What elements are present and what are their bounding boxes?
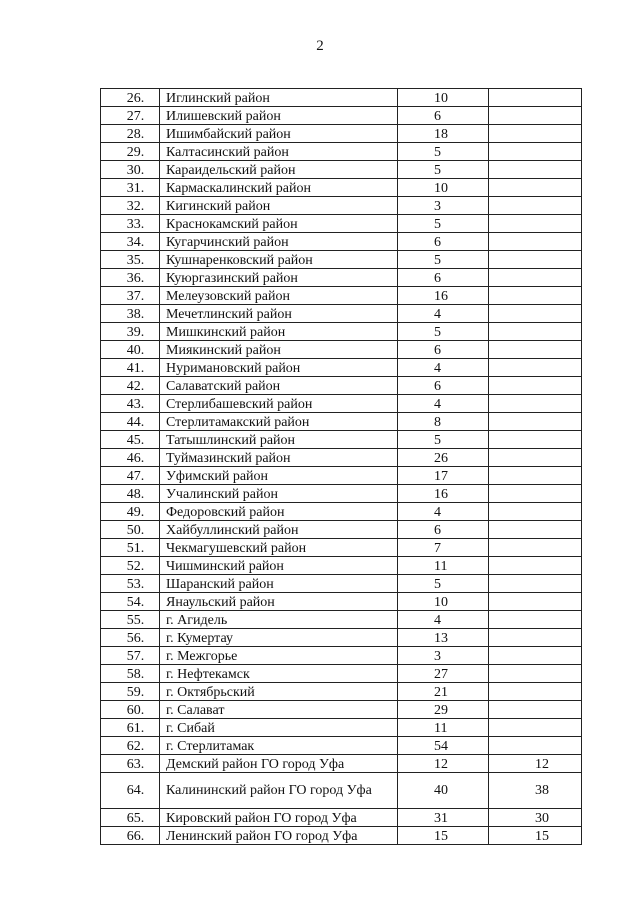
- value-secondary: [489, 593, 582, 611]
- value-primary: 15: [398, 827, 489, 845]
- row-number: 32.: [101, 197, 160, 215]
- district-name: Ленинский район ГО город Уфа: [160, 827, 398, 845]
- table-row: [101, 773, 582, 809]
- table-row: [101, 107, 582, 125]
- table-row: [101, 611, 582, 629]
- table-row: [101, 215, 582, 233]
- value-secondary: [489, 683, 582, 701]
- table-row: [101, 269, 582, 287]
- value-secondary: [489, 521, 582, 539]
- row-number: 61.: [101, 719, 160, 737]
- district-name: Иглинский район: [160, 89, 398, 107]
- row-number: 54.: [101, 593, 160, 611]
- district-name: Демский район ГО город Уфа: [160, 755, 398, 773]
- value-primary: 6: [398, 233, 489, 251]
- district-name: г. Стерлитамак: [160, 737, 398, 755]
- table-row: [101, 341, 582, 359]
- row-number: 41.: [101, 359, 160, 377]
- value-primary: 6: [398, 377, 489, 395]
- value-primary: 6: [398, 107, 489, 125]
- table-row: [101, 323, 582, 341]
- value-primary: 10: [398, 179, 489, 197]
- row-number: 35.: [101, 251, 160, 269]
- district-name: г. Салават: [160, 701, 398, 719]
- row-number: 56.: [101, 629, 160, 647]
- row-number: 38.: [101, 305, 160, 323]
- row-number: 65.: [101, 809, 160, 827]
- district-name: Учалинский район: [160, 485, 398, 503]
- district-name: Шаранский район: [160, 575, 398, 593]
- table-row: [101, 233, 582, 251]
- value-secondary: [489, 449, 582, 467]
- value-primary: 29: [398, 701, 489, 719]
- table-body: [101, 89, 582, 845]
- row-number: 36.: [101, 269, 160, 287]
- district-name: Хайбуллинский район: [160, 521, 398, 539]
- value-primary: 10: [398, 89, 489, 107]
- table-row: [101, 89, 582, 107]
- value-secondary: [489, 431, 582, 449]
- row-number: 55.: [101, 611, 160, 629]
- row-number: 44.: [101, 413, 160, 431]
- value-primary: 4: [398, 503, 489, 521]
- value-secondary: [489, 377, 582, 395]
- value-secondary: [489, 179, 582, 197]
- district-name: Салаватский район: [160, 377, 398, 395]
- value-primary: 6: [398, 521, 489, 539]
- row-number: 49.: [101, 503, 160, 521]
- value-primary: 16: [398, 485, 489, 503]
- value-primary: 3: [398, 197, 489, 215]
- table-row: [101, 287, 582, 305]
- district-name: Нуримановский район: [160, 359, 398, 377]
- row-number: 52.: [101, 557, 160, 575]
- value-primary: 4: [398, 305, 489, 323]
- value-primary: 54: [398, 737, 489, 755]
- value-primary: 11: [398, 557, 489, 575]
- table-row: [101, 701, 582, 719]
- row-number: 62.: [101, 737, 160, 755]
- row-number: 53.: [101, 575, 160, 593]
- value-secondary: [489, 395, 582, 413]
- value-primary: 10: [398, 593, 489, 611]
- value-secondary: [489, 647, 582, 665]
- row-number: 26.: [101, 89, 160, 107]
- row-number: 51.: [101, 539, 160, 557]
- district-name: г. Агидель: [160, 611, 398, 629]
- district-name: Татышлинский район: [160, 431, 398, 449]
- value-secondary: [489, 557, 582, 575]
- district-name: Миякинский район: [160, 341, 398, 359]
- value-primary: 5: [398, 143, 489, 161]
- district-name: Туймазинский район: [160, 449, 398, 467]
- table-row: [101, 395, 582, 413]
- district-name: г. Сибай: [160, 719, 398, 737]
- value-primary: 4: [398, 359, 489, 377]
- table-row: [101, 737, 582, 755]
- table-row: [101, 449, 582, 467]
- value-secondary: [489, 539, 582, 557]
- row-number: 47.: [101, 467, 160, 485]
- value-secondary: [489, 89, 582, 107]
- district-name: Федоровский район: [160, 503, 398, 521]
- district-name: г. Октябрьский: [160, 683, 398, 701]
- row-number: 59.: [101, 683, 160, 701]
- row-number: 43.: [101, 395, 160, 413]
- value-secondary: [489, 269, 582, 287]
- row-number: 45.: [101, 431, 160, 449]
- table-row: [101, 557, 582, 575]
- table-row: [101, 431, 582, 449]
- value-secondary: [489, 197, 582, 215]
- district-name: Кугарчинский район: [160, 233, 398, 251]
- value-primary: 18: [398, 125, 489, 143]
- district-name: г. Нефтекамск: [160, 665, 398, 683]
- row-number: 57.: [101, 647, 160, 665]
- table-row: [101, 467, 582, 485]
- value-primary: 6: [398, 269, 489, 287]
- table-row: [101, 305, 582, 323]
- row-number: 39.: [101, 323, 160, 341]
- value-secondary: [489, 611, 582, 629]
- table-row: [101, 251, 582, 269]
- district-name: Кармаскалинский район: [160, 179, 398, 197]
- row-number: 33.: [101, 215, 160, 233]
- row-number: 28.: [101, 125, 160, 143]
- value-primary: 13: [398, 629, 489, 647]
- value-secondary: [489, 359, 582, 377]
- table-row: [101, 539, 582, 557]
- value-primary: 5: [398, 215, 489, 233]
- value-primary: 40: [398, 773, 489, 809]
- value-secondary: [489, 161, 582, 179]
- value-secondary: 12: [489, 755, 582, 773]
- value-secondary: [489, 125, 582, 143]
- value-primary: 31: [398, 809, 489, 827]
- table-row: [101, 161, 582, 179]
- value-secondary: [489, 143, 582, 161]
- row-number: 50.: [101, 521, 160, 539]
- table-row: [101, 575, 582, 593]
- value-secondary: [489, 485, 582, 503]
- table-row: [101, 809, 582, 827]
- district-name: Мелеузовский район: [160, 287, 398, 305]
- page-number: 2: [316, 38, 324, 54]
- table-row: [101, 521, 582, 539]
- value-secondary: [489, 575, 582, 593]
- value-primary: 26: [398, 449, 489, 467]
- district-name: Мечетлинский район: [160, 305, 398, 323]
- value-secondary: [489, 503, 582, 521]
- district-name: Калининский район ГО город Уфа: [160, 773, 398, 809]
- value-primary: 4: [398, 395, 489, 413]
- row-number: 37.: [101, 287, 160, 305]
- row-number: 66.: [101, 827, 160, 845]
- district-name: г. Межгорье: [160, 647, 398, 665]
- district-name: г. Кумертау: [160, 629, 398, 647]
- row-number: 58.: [101, 665, 160, 683]
- table-row: [101, 755, 582, 773]
- row-number: 27.: [101, 107, 160, 125]
- table-row: [101, 179, 582, 197]
- row-number: 30.: [101, 161, 160, 179]
- district-name: Краснокамский район: [160, 215, 398, 233]
- value-primary: 5: [398, 575, 489, 593]
- table-row: [101, 629, 582, 647]
- row-number: 29.: [101, 143, 160, 161]
- table-row: [101, 683, 582, 701]
- value-primary: 17: [398, 467, 489, 485]
- district-name: Ишимбайский район: [160, 125, 398, 143]
- table-row: [101, 665, 582, 683]
- value-primary: 7: [398, 539, 489, 557]
- table-row: [101, 359, 582, 377]
- value-primary: 27: [398, 665, 489, 683]
- district-name: Кушнаренковский район: [160, 251, 398, 269]
- table-row: [101, 827, 582, 845]
- table-row: [101, 719, 582, 737]
- value-secondary: [489, 107, 582, 125]
- value-secondary: [489, 251, 582, 269]
- district-name: Чишминский район: [160, 557, 398, 575]
- district-name: Мишкинский район: [160, 323, 398, 341]
- district-name: Калтасинский район: [160, 143, 398, 161]
- district-name: Стерлибашевский район: [160, 395, 398, 413]
- value-primary: 5: [398, 431, 489, 449]
- value-primary: 11: [398, 719, 489, 737]
- districts-table: [100, 88, 582, 845]
- value-secondary: [489, 287, 582, 305]
- value-secondary: [489, 467, 582, 485]
- value-primary: 5: [398, 323, 489, 341]
- value-secondary: [489, 413, 582, 431]
- value-primary: 5: [398, 161, 489, 179]
- value-primary: 8: [398, 413, 489, 431]
- district-name: Янаульский район: [160, 593, 398, 611]
- value-secondary: [489, 737, 582, 755]
- table-row: [101, 647, 582, 665]
- value-secondary: [489, 323, 582, 341]
- table-row: [101, 125, 582, 143]
- table-row: [101, 485, 582, 503]
- district-name: Кировский район ГО город Уфа: [160, 809, 398, 827]
- value-secondary: [489, 719, 582, 737]
- value-secondary: 15: [489, 827, 582, 845]
- table-row: [101, 197, 582, 215]
- row-number: 48.: [101, 485, 160, 503]
- value-secondary: [489, 665, 582, 683]
- row-number: 63.: [101, 755, 160, 773]
- value-secondary: [489, 215, 582, 233]
- table-row: [101, 143, 582, 161]
- table-row: [101, 377, 582, 395]
- district-name: Чекмагушевский район: [160, 539, 398, 557]
- row-number: 34.: [101, 233, 160, 251]
- value-secondary: [489, 629, 582, 647]
- value-primary: 6: [398, 341, 489, 359]
- value-secondary: [489, 233, 582, 251]
- value-primary: 16: [398, 287, 489, 305]
- row-number: 46.: [101, 449, 160, 467]
- value-secondary: 30: [489, 809, 582, 827]
- row-number: 42.: [101, 377, 160, 395]
- district-name: Стерлитамакский район: [160, 413, 398, 431]
- table-row: [101, 413, 582, 431]
- value-secondary: [489, 701, 582, 719]
- district-name: Куюргазинский район: [160, 269, 398, 287]
- table-row: [101, 503, 582, 521]
- row-number: 64.: [101, 773, 160, 809]
- district-name: Караидельский район: [160, 161, 398, 179]
- value-secondary: [489, 341, 582, 359]
- district-name: Кигинский район: [160, 197, 398, 215]
- value-secondary: 38: [489, 773, 582, 809]
- value-primary: 12: [398, 755, 489, 773]
- district-name: Илишевский район: [160, 107, 398, 125]
- value-primary: 4: [398, 611, 489, 629]
- row-number: 40.: [101, 341, 160, 359]
- row-number: 60.: [101, 701, 160, 719]
- value-primary: 3: [398, 647, 489, 665]
- table-row: [101, 593, 582, 611]
- row-number: 31.: [101, 179, 160, 197]
- value-primary: 5: [398, 251, 489, 269]
- value-primary: 21: [398, 683, 489, 701]
- district-name: Уфимский район: [160, 467, 398, 485]
- value-secondary: [489, 305, 582, 323]
